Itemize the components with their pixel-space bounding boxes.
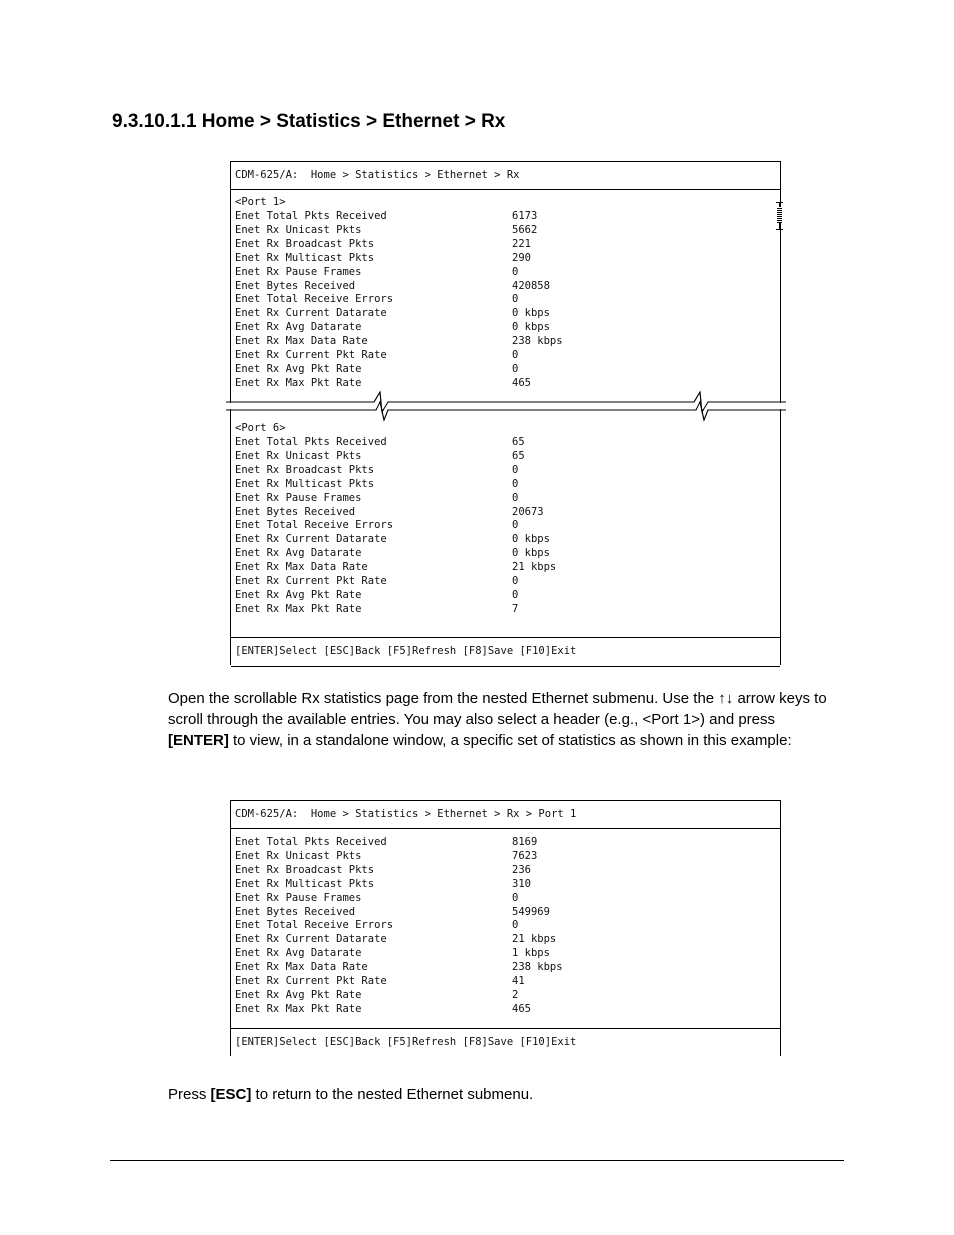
stat-label: Enet Total Pkts Received bbox=[235, 836, 387, 848]
stat-label: Enet Rx Max Data Rate bbox=[235, 561, 368, 574]
stat-value: 0 bbox=[512, 265, 519, 278]
para-text: to view, in a standalone window, a specific set of statistics as shown in this example: bbox=[228, 732, 792, 749]
stat-value: 420858 bbox=[512, 279, 550, 292]
stat-label: Enet Bytes Received bbox=[235, 279, 356, 292]
key-hints: [ENTER]Select [ESC]Back [F5]Refresh [F8]Save [F10]Exit bbox=[235, 1036, 577, 1048]
stat-label: Enet Rx Avg Datarate bbox=[235, 321, 362, 334]
stat-value: 0 bbox=[512, 919, 519, 932]
stat-value: 2 bbox=[512, 988, 519, 1001]
stat-value: 20673 bbox=[512, 505, 544, 518]
stat-value: 0 bbox=[512, 575, 519, 587]
stat-label: Enet Rx Multicast Pkts bbox=[235, 877, 375, 890]
stat-label: Enet Total Receive Errors bbox=[235, 919, 394, 932]
stat-value: 41 bbox=[512, 975, 525, 987]
enter-key: [ENTER] bbox=[168, 732, 229, 749]
break-indicator bbox=[0, 0, 954, 440]
screen-title: CDM-625/A: Home > Statistics > Ethernet > Rx bbox=[235, 169, 520, 181]
stat-value: 221 bbox=[512, 237, 531, 250]
stat-value: 21 kbps bbox=[512, 561, 557, 574]
stat-label: Enet Bytes Received bbox=[235, 505, 356, 518]
stat-label: Enet Rx Current Pkt Rate bbox=[235, 575, 387, 587]
stat-value: 0 bbox=[512, 293, 519, 306]
stat-value: 549969 bbox=[512, 905, 550, 918]
stat-value: 0 kbps bbox=[512, 533, 550, 546]
stat-value: 0 bbox=[512, 349, 519, 361]
stat-value: 310 bbox=[512, 877, 531, 890]
key-hints: [ENTER]Select [ESC]Back [F5]Refresh [F8]Save [F10]Exit bbox=[235, 645, 577, 657]
title-bar bbox=[231, 800, 780, 829]
stat-value: 1 kbps bbox=[512, 947, 550, 960]
stat-label: Enet Rx Pause Frames bbox=[235, 891, 362, 904]
stat-label: Enet Rx Unicast Pkts bbox=[235, 223, 362, 236]
esc-key: [ESC] bbox=[210, 1086, 252, 1103]
stat-label: Enet Rx Multicast Pkts bbox=[235, 477, 375, 490]
para-text: to return to the nested Ethernet submenu. bbox=[251, 1086, 534, 1103]
stat-label: Enet Rx Pause Frames bbox=[235, 265, 362, 278]
stat-value: 0 bbox=[512, 491, 519, 504]
stat-value: 7623 bbox=[512, 849, 538, 862]
stat-label: Enet Rx Max Data Rate bbox=[235, 335, 368, 348]
stat-label: Enet Rx Unicast Pkts bbox=[235, 849, 362, 862]
stat-value: 0 bbox=[512, 477, 519, 490]
para-text: Open the scrollable Rx statistics page from the nested Ethernet submenu. Use the bbox=[168, 690, 719, 707]
stat-label: Enet Rx Current Pkt Rate bbox=[235, 349, 387, 361]
stat-value: 21 kbps bbox=[512, 933, 557, 946]
terminal-screen-port1 bbox=[230, 800, 781, 1056]
stat-value: 5662 bbox=[512, 223, 538, 236]
stat-value: 0 kbps bbox=[512, 307, 550, 320]
instruction-paragraph bbox=[168, 688, 828, 751]
esc-paragraph bbox=[168, 1084, 828, 1105]
stat-label: Enet Rx Avg Pkt Rate bbox=[235, 362, 362, 375]
stat-value: 0 bbox=[512, 463, 519, 476]
stat-value: 465 bbox=[512, 376, 531, 389]
stat-label: Enet Rx Max Pkt Rate bbox=[235, 376, 362, 389]
stat-value: 0 bbox=[512, 519, 519, 532]
stat-label: Enet Rx Current Datarate bbox=[235, 307, 387, 320]
stat-value: 65 bbox=[512, 449, 525, 462]
para-text: arrow keys to scroll through the available entries. You may also select a header (e.g., <Port 1>) and press bbox=[168, 690, 827, 728]
stat-label: Enet Rx Current Pkt Rate bbox=[235, 975, 387, 987]
stat-label: Enet Total Receive Errors bbox=[235, 519, 394, 532]
stat-value: 0 bbox=[512, 588, 519, 601]
stat-label: Enet Total Pkts Received bbox=[235, 436, 387, 448]
arrow-keys-icon: ↑↓ bbox=[718, 690, 734, 707]
footer-bar bbox=[231, 1028, 780, 1057]
stat-value: 6173 bbox=[512, 210, 538, 222]
stat-value: 0 bbox=[512, 891, 519, 904]
stat-value: 0 kbps bbox=[512, 321, 550, 334]
stat-label: Enet Rx Avg Pkt Rate bbox=[235, 588, 362, 601]
stat-label: Enet Rx Broadcast Pkts bbox=[235, 863, 375, 876]
stat-label: Enet Rx Avg Pkt Rate bbox=[235, 988, 362, 1001]
stat-value: 7 bbox=[512, 602, 519, 615]
stat-label: Enet Rx Max Pkt Rate bbox=[235, 1002, 362, 1015]
stat-value: 236 bbox=[512, 863, 531, 876]
stat-value: 238 kbps bbox=[512, 961, 563, 974]
stat-label: Enet Rx Pause Frames bbox=[235, 491, 362, 504]
stat-label: Enet Rx Max Data Rate bbox=[235, 961, 368, 974]
stat-value: 0 kbps bbox=[512, 547, 550, 560]
para-text: Press bbox=[168, 1086, 211, 1103]
stat-label: Enet Rx Avg Datarate bbox=[235, 547, 362, 560]
stat-label: Enet Rx Current Datarate bbox=[235, 533, 387, 546]
stat-label: Enet Total Receive Errors bbox=[235, 293, 394, 306]
stat-value: 465 bbox=[512, 1002, 531, 1015]
stat-label: Enet Rx Max Pkt Rate bbox=[235, 602, 362, 615]
stat-label: Enet Rx Current Datarate bbox=[235, 933, 387, 946]
stat-value: 290 bbox=[512, 251, 531, 264]
stat-label: Enet Rx Avg Datarate bbox=[235, 947, 362, 960]
stat-label: Enet Rx Broadcast Pkts bbox=[235, 237, 375, 250]
stat-label: Enet Total Pkts Received bbox=[235, 210, 387, 222]
section-heading: 9.3.10.1.1 Home > Statistics > Ethernet > Rx bbox=[112, 111, 506, 132]
stat-value: 8169 bbox=[512, 836, 538, 848]
footer-bar bbox=[231, 637, 780, 667]
stat-label: Enet Rx Broadcast Pkts bbox=[235, 463, 375, 476]
port1-header[interactable]: <Port 1> bbox=[235, 196, 286, 208]
footer-rule bbox=[110, 1160, 844, 1161]
screen-title: CDM-625/A: Home > Statistics > Ethernet > Rx > Port 1 bbox=[235, 808, 577, 820]
stat-value: 238 kbps bbox=[512, 335, 563, 348]
stat-label: Enet Bytes Received bbox=[235, 905, 356, 918]
port6-header[interactable]: <Port 6> bbox=[235, 422, 286, 434]
stat-value: 0 bbox=[512, 362, 519, 375]
stat-label: Enet Rx Multicast Pkts bbox=[235, 251, 375, 264]
stat-label: Enet Rx Unicast Pkts bbox=[235, 449, 362, 462]
stat-value: 65 bbox=[512, 436, 525, 448]
